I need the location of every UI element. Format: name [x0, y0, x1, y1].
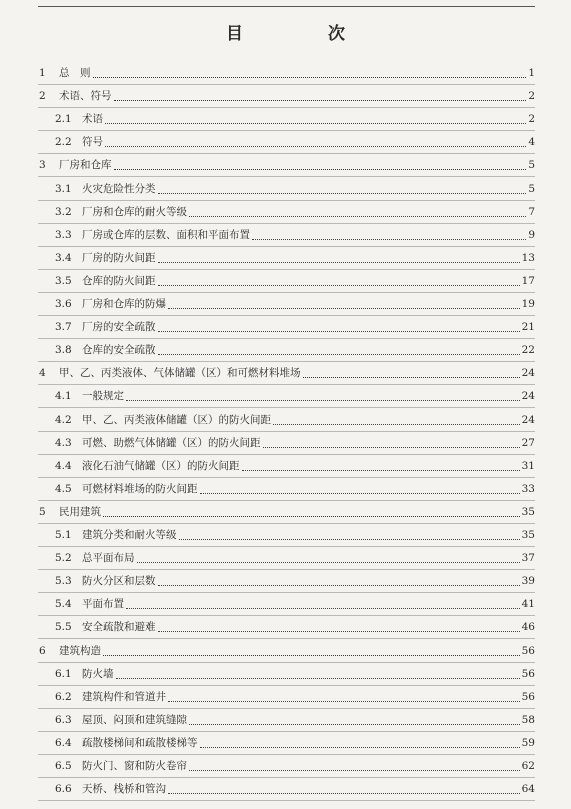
row-separator	[38, 107, 535, 108]
dot-leader	[189, 724, 520, 725]
row-separator	[38, 200, 535, 201]
row-separator	[38, 130, 535, 131]
toc-entry-page: 9	[528, 228, 535, 241]
toc-section-entry[interactable]	[55, 783, 535, 796]
dot-leader	[168, 793, 520, 794]
toc-chapter-entry[interactable]	[39, 506, 535, 519]
toc-entry-page: 31	[521, 459, 535, 472]
toc-entry-label: 仓库的防火间距	[82, 274, 156, 287]
toc-entry-number: 3.4	[55, 251, 72, 264]
toc-entry-number: 3.1	[55, 182, 72, 195]
toc-entry-label: 厂房或仓库的层数、面积和平面布置	[82, 228, 250, 241]
toc-entry-page: 4	[528, 136, 535, 149]
toc-section-entry[interactable]	[55, 483, 535, 496]
toc-section-entry[interactable]	[55, 598, 535, 611]
toc-entry-page: 13	[521, 251, 535, 264]
row-separator	[38, 246, 535, 247]
toc-entry-number: 3.8	[55, 344, 72, 357]
row-separator	[38, 615, 535, 616]
dot-leader	[242, 470, 520, 471]
row-separator	[38, 754, 535, 755]
dot-leader	[158, 262, 520, 263]
row-separator	[38, 315, 535, 316]
row-separator	[38, 431, 535, 432]
toc-entry-label: 厂房的防火间距	[82, 251, 156, 264]
toc-section-entry[interactable]	[55, 437, 535, 450]
toc-entry-number: 4.5	[55, 482, 72, 495]
toc-entry-number: 4	[39, 367, 46, 380]
toc-entry-page: 27	[521, 436, 535, 449]
dot-leader	[137, 562, 520, 563]
toc-entry-label: 一般规定	[82, 390, 124, 403]
toc-entry-number: 3.5	[55, 274, 72, 287]
row-separator	[38, 685, 535, 686]
toc-entry-page: 5	[528, 159, 535, 172]
dot-leader	[103, 516, 520, 517]
toc-section-entry[interactable]	[55, 668, 535, 681]
toc-entry-label: 可燃、助燃气体储罐（区）的防火间距	[82, 436, 261, 449]
row-separator	[38, 454, 535, 455]
toc-entry-page: 56	[521, 690, 535, 703]
dot-leader	[200, 493, 520, 494]
dot-leader	[158, 631, 520, 632]
toc-entry-label: 厂房和仓库的耐火等级	[82, 205, 187, 218]
row-separator	[38, 638, 535, 639]
toc-entry-page: 24	[521, 390, 535, 403]
toc-section-entry[interactable]	[55, 113, 535, 126]
toc-entry-page: 2	[528, 90, 535, 103]
toc-entry-page: 1	[528, 67, 535, 79]
toc-entry-label: 天桥、栈桥和管沟	[82, 783, 166, 796]
toc-entry-page: 41	[521, 598, 535, 611]
dot-leader	[189, 770, 520, 771]
toc-entry-page: 39	[521, 575, 535, 588]
row-separator	[38, 546, 535, 547]
toc-section-entry[interactable]	[55, 460, 535, 473]
dot-leader	[273, 424, 520, 425]
row-separator	[38, 777, 535, 778]
toc-entry-label: 术语、符号	[59, 90, 112, 103]
toc-entry-page: 56	[521, 667, 535, 680]
toc-section-entry[interactable]	[55, 252, 535, 265]
toc-entry-page: 17	[521, 274, 535, 287]
toc-section-entry[interactable]	[55, 621, 535, 634]
dot-leader	[114, 100, 527, 101]
toc-entry-number: 5.5	[55, 621, 72, 634]
toc-chapter-entry[interactable]	[39, 645, 535, 658]
toc-entry-number: 3.7	[55, 321, 72, 334]
row-separator	[38, 269, 535, 270]
dot-leader	[105, 146, 526, 147]
toc-entry-page: 7	[528, 205, 535, 218]
toc-entry-number: 4.1	[55, 390, 72, 403]
row-separator	[38, 338, 535, 339]
dot-leader	[168, 701, 520, 702]
toc-entry-page: 56	[521, 644, 535, 657]
dot-leader	[179, 539, 520, 540]
toc-entry-number: 6.3	[55, 713, 72, 726]
toc-entry-number: 2.2	[55, 136, 72, 149]
dot-leader	[93, 77, 527, 78]
toc-chapter-entry[interactable]	[39, 159, 535, 172]
dot-leader	[168, 308, 520, 309]
toc-entry-number: 2.1	[55, 113, 72, 126]
top-rule	[38, 6, 535, 7]
toc-entry-label: 总 则	[59, 67, 91, 79]
toc-entry-label: 民用建筑	[59, 505, 101, 518]
toc-entry-number: 3.2	[55, 205, 72, 218]
toc-entry-number: 6.6	[55, 783, 72, 796]
toc-entry-label: 总平面布局	[82, 552, 135, 565]
dot-leader	[158, 354, 520, 355]
dot-leader	[158, 193, 527, 194]
toc-section-entry[interactable]	[55, 691, 535, 704]
toc-section-entry[interactable]	[55, 760, 535, 773]
toc-entry-page: 64	[521, 783, 535, 796]
dot-leader	[126, 400, 520, 401]
row-separator	[38, 407, 535, 408]
row-separator	[38, 84, 535, 85]
toc-entry-number: 5.3	[55, 575, 72, 588]
row-separator	[38, 662, 535, 663]
toc-section-entry[interactable]	[55, 390, 535, 403]
toc-entry-page: 5	[528, 182, 535, 195]
toc-entry-label: 建筑构件和管道井	[82, 690, 166, 703]
toc-entry-page: 33	[521, 482, 535, 495]
toc-entry-page: 46	[521, 621, 535, 634]
dot-leader	[105, 123, 526, 124]
toc-section-entry[interactable]	[55, 414, 535, 427]
toc-section-entry[interactable]	[55, 552, 535, 565]
toc-chapter-entry[interactable]	[39, 367, 535, 380]
toc-entry-page: 35	[521, 529, 535, 541]
toc-entry-number: 6	[39, 644, 46, 657]
row-separator	[38, 500, 535, 501]
toc-entry-label: 建筑分类和耐火等级	[82, 529, 177, 541]
toc-entry-page: 24	[521, 367, 535, 380]
toc-entry-label: 甲、乙、丙类液体、气体储罐（区）和可燃材料堆场	[59, 367, 301, 380]
toc-entry-number: 4.4	[55, 459, 72, 472]
toc-entry-number: 4.2	[55, 413, 72, 426]
page-title: 目 次	[226, 24, 379, 44]
dot-leader	[252, 239, 526, 240]
dot-leader	[303, 377, 520, 378]
row-separator	[38, 800, 535, 801]
toc-entry-page: 35	[521, 505, 535, 518]
toc-entry-label: 甲、乙、丙类液体储罐（区）的防火间距	[82, 413, 271, 426]
toc-section-entry[interactable]	[55, 298, 535, 311]
row-separator	[38, 569, 535, 570]
toc-entry-page: 59	[521, 736, 535, 749]
toc-entry-number: 6.5	[55, 760, 72, 772]
toc-entry-number: 3	[39, 159, 46, 172]
toc-section-entry[interactable]	[55, 321, 535, 334]
row-separator	[38, 592, 535, 593]
toc-entry-number: 5	[39, 505, 46, 518]
toc-entry-label: 厂房的安全疏散	[82, 321, 156, 334]
toc-entry-page: 58	[521, 713, 535, 726]
toc-entry-page: 2	[528, 113, 535, 126]
dot-leader	[114, 169, 527, 170]
toc-entry-number: 2	[39, 90, 46, 103]
toc-entry-number: 3.6	[55, 298, 72, 310]
toc-entry-number: 6.4	[55, 736, 72, 749]
toc-entry-number: 5.2	[55, 552, 72, 565]
row-separator	[38, 477, 535, 478]
toc-entry-label: 可燃材料堆场的防火间距	[82, 482, 198, 495]
toc-entry-label: 液化石油气储罐（区）的防火间距	[82, 459, 240, 472]
toc-entry-label: 疏散楼梯间和疏散楼梯等	[82, 736, 198, 749]
toc-entry-label: 厂房和仓库	[59, 159, 112, 172]
row-separator	[38, 708, 535, 709]
toc-entry-label: 仓库的安全疏散	[82, 344, 156, 357]
toc-section-entry[interactable]	[55, 344, 535, 357]
toc-entry-label: 建筑构造	[59, 644, 101, 657]
toc-entry-number: 5.4	[55, 598, 72, 611]
toc-section-entry[interactable]	[55, 575, 535, 588]
dot-leader	[103, 655, 520, 656]
toc-entry-label: 符号	[82, 136, 103, 149]
row-separator	[38, 292, 535, 293]
dot-leader	[158, 331, 520, 332]
toc-entry-number: 6.2	[55, 690, 72, 703]
toc-chapter-entry[interactable]	[39, 90, 535, 103]
dot-leader	[263, 447, 520, 448]
toc-entry-label: 防火分区和层数	[82, 575, 156, 588]
toc-section-entry[interactable]	[55, 229, 535, 242]
dot-leader	[200, 747, 520, 748]
toc-section-entry[interactable]	[55, 529, 535, 542]
toc-entry-page: 24	[521, 413, 535, 426]
toc-entry-page: 22	[521, 344, 535, 357]
toc-entry-label: 厂房和仓库的防爆	[82, 298, 166, 310]
toc-section-entry[interactable]	[55, 183, 535, 196]
row-separator	[38, 523, 535, 524]
row-separator	[38, 153, 535, 154]
toc-entry-page: 21	[521, 321, 535, 334]
dot-leader	[189, 216, 526, 217]
dot-leader	[158, 585, 520, 586]
row-separator	[38, 361, 535, 362]
row-separator	[38, 176, 535, 177]
toc-section-entry[interactable]	[55, 206, 535, 219]
toc-section-entry[interactable]	[55, 714, 535, 727]
toc-section-entry[interactable]	[55, 136, 535, 149]
toc-entry-page: 62	[521, 760, 535, 772]
toc-entry-number: 1	[39, 67, 46, 79]
dot-leader	[126, 608, 520, 609]
toc-entry-number: 4.3	[55, 436, 72, 449]
toc-entry-label: 屋顶、闷顶和建筑缝隙	[82, 713, 187, 726]
toc-entry-label: 火灾危险性分类	[82, 182, 156, 195]
toc-entry-page: 37	[521, 552, 535, 565]
row-separator	[38, 731, 535, 732]
toc-entry-label: 术语	[82, 113, 103, 126]
toc-entry-label: 平面布置	[82, 598, 124, 611]
toc-chapter-entry[interactable]	[39, 67, 535, 80]
toc-section-entry[interactable]	[55, 275, 535, 288]
row-separator	[38, 384, 535, 385]
toc-entry-label: 防火门、窗和防火卷帘	[82, 760, 187, 772]
toc-entry-label: 防火墙	[82, 667, 114, 680]
row-separator	[38, 223, 535, 224]
dot-leader	[158, 285, 520, 286]
toc-entry-label: 安全疏散和避难	[82, 621, 156, 634]
toc-entry-number: 5.1	[55, 529, 72, 541]
toc-entry-number: 3.3	[55, 228, 72, 241]
toc-entry-number: 6.1	[55, 667, 72, 680]
toc-entry-page: 19	[521, 298, 535, 310]
dot-leader	[116, 678, 520, 679]
toc-section-entry[interactable]	[55, 737, 535, 750]
